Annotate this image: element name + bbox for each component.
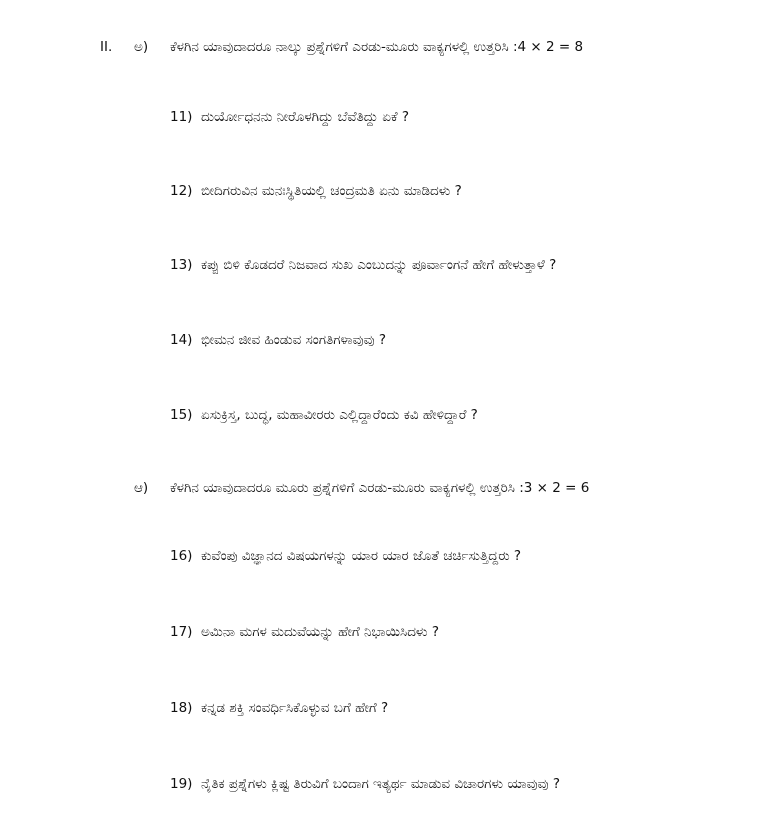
question-number: 11) <box>170 109 193 125</box>
question-text: ಅಮಿನಾ ಮಗಳ ಮದುವೆಯನ್ನು ಹೇಗೆ ನಿಭಾಯಿಸಿದಳು ? <box>201 624 440 640</box>
question-text: ಕಪ್ಪು ಬಿಳಿ ಕೊಡದರೆ ನಿಜವಾದ ಸುಖ ಎಂಬುದನ್ನು ಪೂರ್ವಾಂಗನೆ ಹೇಗೆ ಹೇಳುತ್ತಾಳೆ ? <box>201 257 557 273</box>
question-text: ಕನ್ನಡ ಶಕ್ತಿ ಸಂವರ್ಧಿಸಿಕೊಳ್ಳುವ ಬಗೆ ಹೇಗೆ ? <box>201 700 389 716</box>
question-number: 14) <box>170 332 193 348</box>
section-number: II. <box>100 39 113 55</box>
question-number: 16) <box>170 548 193 564</box>
question-text: ನೈತಿಕ ಪ್ರಶ್ನೆಗಳು ಕ್ಲಿಷ್ಟ ತಿರುವಿಗೆ ಬಂದಾಗ ಇತ್ಯರ್ಥ ಮಾಡುವ ವಿಚಾರಗಳು ಯಾವುವು ? <box>201 776 561 792</box>
question-text: ಬೀದಿಗರುವಿನ ಮನಃಸ್ಥಿತಿಯಲ್ಲಿ ಚಂದ್ರಮತಿ ಏನು ಮಾಡಿದಳು ? <box>201 183 462 199</box>
question-number: 19) <box>170 776 193 792</box>
part-b-label: ಆ) <box>134 480 149 496</box>
part-a-label: ಅ) <box>134 39 149 55</box>
question-number: 17) <box>170 624 193 640</box>
question-text: ಭೀಮನ ಜೀವ ಹಿಂಡುವ ಸಂಗತಿಗಳಾವುವು ? <box>201 332 387 348</box>
question-text: ಕುವೆಂಪು ವಿಜ್ಞಾನದ ವಿಷಯಗಳನ್ನು ಯಾರ ಯಾರ ಜೊತೆ ಚರ್ಚಿಸುತ್ತಿದ್ದರು ? <box>201 548 522 564</box>
part-a-instruction: ಕೆಳಗಿನ ಯಾವುದಾದರೂ ನಾಲ್ಕು ಪ್ರಶ್ನೆಗಳಿಗೆ ಎರಡು-ಮೂರು ವಾಕ್ಯಗಳಲ್ಲಿ ಉತ್ತರಿಸಿ :4 × 2 = 8 <box>170 39 584 55</box>
question-number: 18) <box>170 700 193 716</box>
part-b-instruction: ಕೆಳಗಿನ ಯಾವುದಾದರೂ ಮೂರು ಪ್ರಶ್ನೆಗಳಿಗೆ ಎರಡು-ಮೂರು ವಾಕ್ಯಗಳಲ್ಲಿ ಉತ್ತರಿಸಿ :3 × 2 = 6 <box>170 480 590 496</box>
question-text: ದುರ್ಯೋಧನನು ನೀರೊಳಗಿದ್ದು ಬೆವೆತಿದ್ದು ಏಕೆ ? <box>201 109 410 125</box>
question-number: 12) <box>170 183 193 199</box>
question-number: 13) <box>170 257 193 273</box>
question-text: ಏಸುಕ್ರಿಸ್ತ, ಬುದ್ಧ, ಮಹಾವೀರರು ಎಲ್ಲಿದ್ದಾರೆಂದು ಕವಿ ಹೇಳಿದ್ದಾರೆ ? <box>201 407 478 423</box>
question-number: 15) <box>170 407 193 423</box>
